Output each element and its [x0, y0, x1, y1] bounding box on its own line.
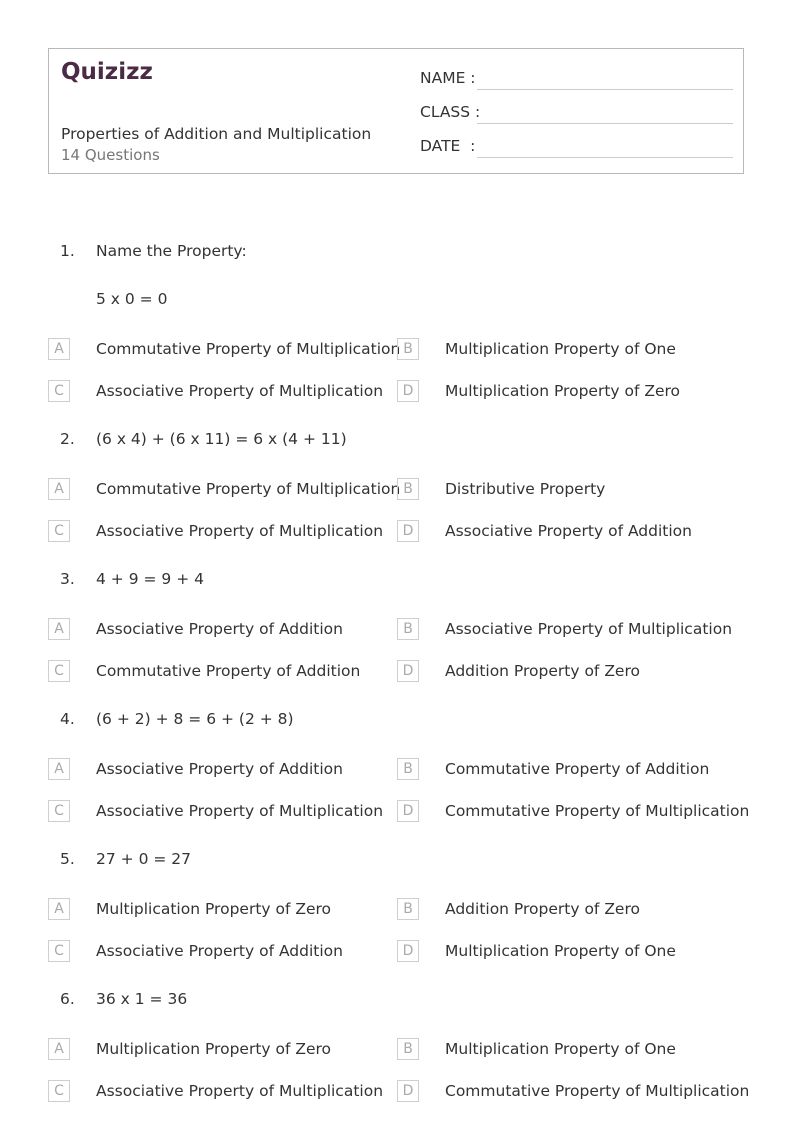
- option-letter-box[interactable]: B: [397, 478, 419, 500]
- option-text: Commutative Property of Multiplication: [96, 340, 401, 358]
- option-text: Associative Property of Addition: [96, 760, 343, 778]
- option-text: Associative Property of Addition: [96, 620, 343, 638]
- question-number: 5.: [60, 850, 75, 868]
- option-letter-box[interactable]: D: [397, 380, 419, 402]
- date-label: DATE :: [420, 137, 476, 155]
- option-text: Multiplication Property of Zero: [96, 1040, 332, 1058]
- option-text: Associative Property of Multiplication: [96, 802, 384, 820]
- question-number: 2.: [60, 430, 75, 448]
- option-letter-box[interactable]: B: [397, 618, 419, 640]
- name-label: NAME :: [420, 69, 476, 87]
- question-count: 14 Questions: [61, 146, 160, 164]
- option-text: Addition Property of Zero: [445, 662, 640, 680]
- option-text: Addition Property of Zero: [445, 900, 640, 918]
- option-letter-box[interactable]: C: [48, 380, 70, 402]
- option-text: Multiplication Property of One: [445, 942, 676, 960]
- name-line[interactable]: [477, 89, 733, 90]
- date-line[interactable]: [477, 157, 733, 158]
- option-text: Multiplication Property of One: [445, 1040, 676, 1058]
- question-text: 36 x 1 = 36: [96, 990, 188, 1008]
- option-letter-box[interactable]: A: [48, 898, 70, 920]
- option-text: Commutative Property of Addition: [445, 760, 710, 778]
- option-letter-box[interactable]: C: [48, 800, 70, 822]
- option-text: Associative Property of Multiplication: [96, 1082, 384, 1100]
- question-text: 4 + 9 = 9 + 4: [96, 570, 204, 588]
- option-text: Associative Property of Multiplication: [445, 620, 733, 638]
- option-letter-box[interactable]: B: [397, 758, 419, 780]
- option-letter-box[interactable]: D: [397, 660, 419, 682]
- option-letter-box[interactable]: A: [48, 478, 70, 500]
- option-letter-box[interactable]: B: [397, 338, 419, 360]
- option-text: Multiplication Property of Zero: [96, 900, 332, 918]
- option-text: Multiplication Property of One: [445, 340, 676, 358]
- option-text: Commutative Property of Multiplication: [445, 802, 750, 820]
- question-number: 1.: [60, 242, 75, 260]
- option-letter-box[interactable]: C: [48, 520, 70, 542]
- option-letter-box[interactable]: B: [397, 1038, 419, 1060]
- option-letter-box[interactable]: A: [48, 338, 70, 360]
- option-text: Commutative Property of Multiplication: [445, 1082, 750, 1100]
- question-text: 27 + 0 = 27: [96, 850, 191, 868]
- option-letter-box[interactable]: D: [397, 1080, 419, 1102]
- class-line[interactable]: [477, 123, 733, 124]
- option-letter-box[interactable]: C: [48, 940, 70, 962]
- worksheet-header: [48, 48, 744, 174]
- question-text: (6 x 4) + (6 x 11) = 6 x (4 + 11): [96, 430, 347, 448]
- option-letter-box[interactable]: C: [48, 660, 70, 682]
- quizizz-logo: Quizizz: [61, 59, 153, 85]
- option-text: Distributive Property: [445, 480, 606, 498]
- option-letter-box[interactable]: A: [48, 1038, 70, 1060]
- option-letter-box[interactable]: B: [397, 898, 419, 920]
- option-letter-box[interactable]: D: [397, 940, 419, 962]
- question-text: Name the Property:: [96, 242, 247, 260]
- option-text: Associative Property of Multiplication: [96, 382, 384, 400]
- option-text: Associative Property of Addition: [96, 942, 343, 960]
- option-letter-box[interactable]: D: [397, 800, 419, 822]
- question-expression: 5 x 0 = 0: [96, 290, 168, 308]
- option-letter-box[interactable]: C: [48, 1080, 70, 1102]
- option-text: Multiplication Property of Zero: [445, 382, 681, 400]
- question-number: 6.: [60, 990, 75, 1008]
- option-text: Commutative Property of Addition: [96, 662, 361, 680]
- option-letter-box[interactable]: A: [48, 758, 70, 780]
- question-number: 4.: [60, 710, 75, 728]
- option-text: Associative Property of Addition: [445, 522, 692, 540]
- option-letter-box[interactable]: A: [48, 618, 70, 640]
- option-text: Associative Property of Multiplication: [96, 522, 384, 540]
- option-letter-box[interactable]: D: [397, 520, 419, 542]
- question-text: (6 + 2) + 8 = 6 + (2 + 8): [96, 710, 294, 728]
- question-number: 3.: [60, 570, 75, 588]
- option-text: Commutative Property of Multiplication: [96, 480, 401, 498]
- class-label: CLASS :: [420, 103, 481, 121]
- worksheet-title: Properties of Addition and Multiplication: [61, 125, 372, 143]
